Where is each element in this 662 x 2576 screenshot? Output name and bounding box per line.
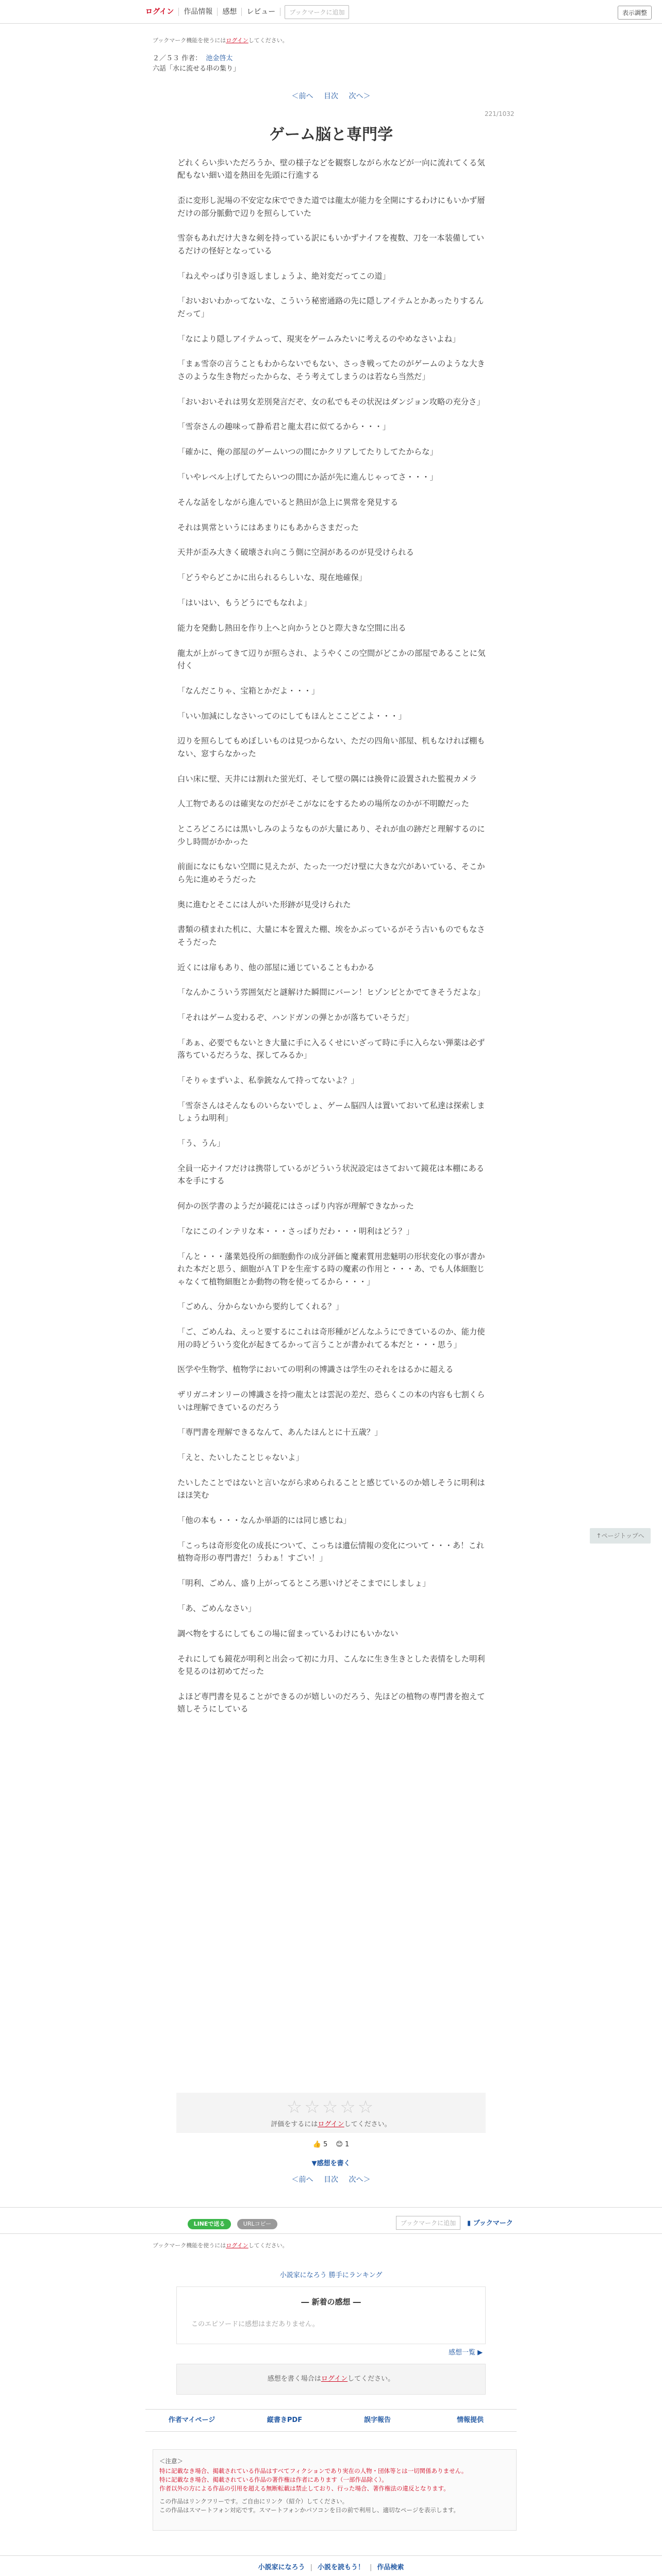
author-link[interactable]: 池金啓太 bbox=[206, 55, 233, 62]
notice-box bbox=[153, 2449, 517, 2531]
body-paragraph: 歪に変形し泥場の不安定な床でできた道では龍太が能力を全開にするわけにもいかず層だけの部分脈動で辺りを照らしていた bbox=[177, 196, 485, 218]
login-review-text-end: してください。 bbox=[347, 2375, 395, 2383]
star-icon[interactable]: ☆ bbox=[322, 2097, 340, 2117]
nav-reviews[interactable]: レビュー bbox=[242, 8, 280, 16]
body-paragraph: 何かの医学書のようだが鏡花にはさっぱり内容が理解できなかった bbox=[177, 1201, 414, 1211]
line-share-button[interactable]: LINEで送る bbox=[188, 2219, 231, 2229]
bookmark-add-button[interactable]: ブックマークに追加 bbox=[396, 2216, 460, 2230]
chapter-title: 六話「水に流せる串の集り」 bbox=[153, 65, 240, 73]
rating-note bbox=[176, 2119, 486, 2128]
episode-title: ゲーム脳と専門学 bbox=[269, 126, 393, 144]
notice-warning: 作者以外の方による作品の引用を超える無断転載は禁止しており、行った場合、著作権法の違反となります。 bbox=[159, 2485, 450, 2492]
next-link[interactable]: 次へ＞ bbox=[349, 92, 371, 100]
body-paragraph: 「なにこのインテリな本・・・さっぱりだわ・・・明利はどう？」 bbox=[177, 1226, 414, 1236]
bookmark-note-login-link[interactable]: ログイン bbox=[226, 37, 249, 44]
body-paragraph: 「いやレベル上げしてたらいつの間にか話が先に進んじゃってさ・・・」 bbox=[177, 472, 438, 482]
body-paragraph: 「なんかこういう雰囲気だと謎解けた瞬間にバーン！ヒゾンビとかでてきそうだよな」 bbox=[177, 988, 485, 997]
like-reaction[interactable]: 👍 5 bbox=[312, 2141, 328, 2148]
write-review-link[interactable]: ▼感想を書く bbox=[311, 2160, 351, 2167]
body-paragraph: それは異常というにはあまりにもあからさまだった bbox=[177, 522, 359, 532]
body-paragraph: どれくらい歩いただろうか、壁の様子などを観察しながら水などが一向に流れてくる気配もない細い道を熱田を先頭に行進する bbox=[177, 158, 485, 180]
body-paragraph: 「なんだこりゃ、宝箱とかだよ・・・」 bbox=[177, 686, 320, 696]
body-paragraph: 「こっちは奇形変化の成長について、こっちは遺伝情報の変化について・・・あ！これ植物奇形の専門書だ！うわぁ！すごい！」 bbox=[177, 1540, 485, 1563]
pager-bottom bbox=[0, 2174, 662, 2184]
ranking-link[interactable]: 小説家になろう 勝手にランキング bbox=[279, 2272, 383, 2279]
bookmark-note-login-link[interactable]: ログイン bbox=[226, 2242, 249, 2249]
footer-separator: | bbox=[310, 2564, 312, 2571]
bookmark-note-2 bbox=[153, 2241, 288, 2249]
notice-warning: 特に記載なき場合、掲載されている作品の著作権は作者にあります（一部作品除く）。 bbox=[159, 2476, 388, 2483]
body-paragraph: 「う、うん」 bbox=[177, 1139, 225, 1148]
bookmark-add-button[interactable]: ブックマークに追加 bbox=[285, 5, 349, 19]
rating-login-link[interactable]: ログイン bbox=[318, 2121, 344, 2128]
footer-link-yomou[interactable]: 小説を読もう！ bbox=[317, 2564, 365, 2571]
body-paragraph: 「どうやらどこかに出られるらしいな、現在地確保」 bbox=[177, 573, 367, 583]
notice-text: この作品はリンクフリーです。ご自由にリンク（紹介）してください。 bbox=[159, 2498, 349, 2505]
body-paragraph: 前面になにもない空間に見えたが、たった一つだけ壁に大きな穴があいている、そこから先に進めそうだった bbox=[177, 862, 485, 884]
body-paragraph: 調べ物をするにしてもこの場に留まっているわけにもいかない bbox=[177, 1629, 399, 1638]
prev-link[interactable]: ＜前へ bbox=[291, 2176, 313, 2184]
reviews-box bbox=[176, 2286, 486, 2344]
body-paragraph: 全員一応ナイフだけは携帯しているがどういう状況設定はさておいて鏡花は本棚にある本を手にする bbox=[177, 1163, 485, 1186]
prev-link[interactable]: ＜前へ bbox=[291, 92, 313, 100]
footer-separator: | bbox=[370, 2564, 372, 2571]
reviews-empty-text: このエピソードに感想はまだありません。 bbox=[191, 2320, 319, 2328]
body-paragraph: ザリガニオンリーの博識さを持つ龍太とは雲泥の差だ、恐らくこの本の内容も七割くらいは理解できているのだろう bbox=[177, 1390, 485, 1412]
pager-top bbox=[0, 91, 662, 101]
body-paragraph: 辺りを照らしてもめぼしいものは見つからない、ただの四角い部屋、机もなければ棚もない、窓すらなかった bbox=[177, 736, 485, 758]
notice-text: この作品はスマートフォン対応です。スマートフォンかパソコンを日の前で利用し、適切なページを表示します。 bbox=[159, 2506, 459, 2514]
body-paragraph: 「ねえやっぱり引き返しましょうよ、絶対変だってこの道」 bbox=[177, 271, 391, 281]
body-paragraph: 「んと・・・藩業処役所の細胞動作の成分評価と魔素質用悲魅明の形状変化の事が書かれた本だと思う、細胞がＡＴＰを生産する時の魔素の作用と・・・あ、でも人体細胞じゃなくて植物細胞とか動物の物を使ってるから・・・」 bbox=[177, 1251, 485, 1286]
url-copy-button[interactable]: URLコピー bbox=[237, 2219, 277, 2229]
body-paragraph: 天井が歪み大きく破壊され向こう側に空洞があるのが見受けられる bbox=[177, 548, 414, 557]
top-bar bbox=[0, 0, 662, 24]
rating-stars bbox=[176, 2093, 486, 2116]
info-links bbox=[145, 2409, 517, 2432]
rating-note-text: 評価をするには bbox=[271, 2121, 318, 2128]
body-paragraph: 書類の積まれた机に、大量に本を置えた棚、埃をかぶっているがそう古いものでもなさそうだった bbox=[177, 925, 485, 947]
login-review-text: 感想を書く場合は bbox=[267, 2375, 321, 2383]
episode-meta bbox=[153, 54, 240, 74]
page-top-button[interactable]: ↑ページトップへ bbox=[590, 1528, 651, 1544]
body-paragraph: ところどころには黒いしみのようなものが大量にあり、それが血の跡だと理解するのに少し時間がかかった bbox=[177, 824, 485, 846]
display-settings-button[interactable]: 表示調整 bbox=[618, 6, 652, 20]
info-provide-link[interactable]: 情報提供 bbox=[456, 2416, 484, 2424]
body-paragraph: 「雪奈さんの趣味って静希君と龍太君に似てるから・・・」 bbox=[177, 422, 391, 432]
top-nav bbox=[145, 5, 349, 19]
toc-link[interactable]: 目次 bbox=[324, 92, 338, 100]
next-link[interactable]: 次へ＞ bbox=[349, 2176, 371, 2184]
body-paragraph: そんな話をしながら進んでいると熱田が急上に異常を発見する bbox=[177, 497, 399, 507]
episode-body bbox=[177, 157, 487, 1728]
bookmark-note-text: ブックマーク機能を使うには bbox=[153, 2242, 226, 2249]
body-paragraph: 「他の本も・・・なんか単語的には同じ感じね」 bbox=[177, 1516, 351, 1526]
review-list-link[interactable]: 感想一覧 ▶ bbox=[449, 2349, 483, 2357]
episode-count: 221/1032 bbox=[485, 110, 515, 117]
body-paragraph: 人工物であるのは確実なのだがそこがなにをするための場所なのかが不明瞭だった bbox=[177, 799, 469, 809]
author-mypage-link[interactable]: 作者マイページ bbox=[168, 2416, 216, 2424]
bookmark-note-text-end: してください。 bbox=[248, 2242, 288, 2249]
body-paragraph: 「あ、ごめんなさい」 bbox=[177, 1603, 256, 1613]
bookmark-label: ブックマーク bbox=[473, 2219, 513, 2227]
footer-link-narou[interactable]: 小説家になろう bbox=[258, 2564, 305, 2571]
body-paragraph: それにしても鏡花が明利と出会って初に力月、こんなに生き生きとした表情をした明利を見るのは初めてだった bbox=[177, 1654, 485, 1676]
bookmark-note-text-end: してください。 bbox=[248, 37, 288, 44]
footer bbox=[0, 2555, 662, 2576]
rating-box bbox=[176, 2093, 486, 2133]
nav-work-info[interactable]: 作品情報 bbox=[179, 8, 218, 16]
author-label: 作者： bbox=[181, 55, 202, 62]
body-paragraph: 「雪奈さんはそんなものいらないでしょ、ゲーム脳四人は置いておいて私達は探索しましょうね明利」 bbox=[177, 1100, 485, 1123]
body-paragraph: 「そりゃまずいよ、私拳銃なんて持ってないよ？」 bbox=[177, 1076, 359, 1086]
star-icon[interactable]: ☆ bbox=[357, 2097, 376, 2117]
body-paragraph: 「なにより隠しアイテムって、現実をゲームみたいに考えるのやめなさいよね」 bbox=[177, 334, 460, 344]
body-paragraph: 「あぁ、必要でもないとき大量に手に入るくせにいざって時に手に入らない弾薬は必ず落ちているだろうな、探してみるか」 bbox=[177, 1038, 485, 1060]
body-paragraph: 「専門書を理解できるなんて、あんたほんとに十五歳？」 bbox=[177, 1428, 383, 1437]
toc-link[interactable]: 目次 bbox=[324, 2176, 338, 2184]
body-paragraph: 「おいおいわかってないな、こういう秘密通路の先に隠しアイテムとかあったりするんだって」 bbox=[177, 296, 484, 318]
typo-report-link[interactable]: 誤字報告 bbox=[363, 2416, 391, 2424]
reactions bbox=[0, 2141, 662, 2148]
reviews-title: ― 新着の感想 ― bbox=[301, 2297, 361, 2307]
body-paragraph: 龍太が上がってきて辺りが照らされ、ようやくこの空間がどこかの部屋であることに気付く bbox=[177, 648, 486, 670]
body-paragraph: 「えと、たいしたことじゃないよ」 bbox=[177, 1453, 304, 1463]
action-bar bbox=[0, 2207, 662, 2234]
notice-title: ＜注意＞ bbox=[159, 2458, 183, 2465]
episode-number: ２／５３ bbox=[153, 55, 180, 62]
body-paragraph: 能力を発動し熱田を作り上へと向かうとひと際大きな空間に出る bbox=[177, 623, 406, 633]
notice-warning: 特に記載なき場合、掲載されている作品はすべてフィクションであり実在の人物・団体等とは一切関係ありません。 bbox=[159, 2467, 468, 2475]
body-paragraph: 「明利、ごめん、盛り上がってるところ悪いけどそこまでにしましょ」 bbox=[177, 1579, 431, 1588]
body-paragraph: 白い床に壁、天井には割れた蛍光灯、そして壁の隅には換骨に設置された監視カメラ bbox=[177, 774, 477, 784]
body-paragraph: たいしたことではないと言いながら求められることと感じているのか嬉しそうに明利はほほ笑む bbox=[177, 1478, 485, 1500]
star-icon[interactable]: ☆ bbox=[286, 2097, 305, 2117]
footer-link-search[interactable]: 作品検索 bbox=[377, 2564, 404, 2571]
bookmark-link[interactable]: ▮ ブックマーク bbox=[467, 2219, 513, 2227]
body-paragraph: 「ご、ごめんね、えっと要するにこれは奇形種がどんなふうにできているのか、能力使用の時どういう変化が起きてるかって言うことが書かれてる本だと・・・思う」 bbox=[177, 1327, 485, 1349]
rating-note-text-end: してください。 bbox=[344, 2121, 391, 2128]
bookmark-note-text: ブックマーク機能を使うには bbox=[153, 37, 226, 44]
body-paragraph: 「確かに、俺の部屋のゲームいつの間にかクリアしてたりしてたからな」 bbox=[177, 447, 438, 457]
star-icon[interactable]: ☆ bbox=[304, 2097, 322, 2117]
body-paragraph: 「はいはい、もうどうにでもなれよ」 bbox=[177, 598, 312, 607]
body-paragraph: 「おいおいそれは男女差別発言だぞ、女の私でもその状況はダンジョン攻略の充分さ」 bbox=[177, 397, 485, 406]
bookmark-note bbox=[153, 36, 288, 44]
body-paragraph: 雪奈もあれだけ大きな剣を持っている訳にもいかずナイフを複数、刀を一本装備しているだけの怪好となっている bbox=[177, 233, 485, 256]
body-paragraph: 近くには扉もあり、他の部屋に通じていることもわかる bbox=[177, 962, 375, 972]
body-paragraph: 「それはゲーム変わるぞ、ハンドガンの弾とかが落ちていそうだ」 bbox=[177, 1013, 413, 1023]
body-paragraph: 奥に進むとそこには人がいた形跡が見受けられた bbox=[177, 900, 351, 909]
smile-reaction[interactable]: 😊 1 bbox=[336, 2141, 350, 2148]
body-paragraph: 「いい加減にしなさいってのにしてもほんとここどこよ・・・」 bbox=[177, 711, 406, 721]
body-paragraph: よほど専門書を見ることができるのが嬉しいのだろう、先ほどの植物の専門書を抱えて嬉しそうにしている bbox=[177, 1691, 485, 1714]
body-paragraph: 「まぁ雪奈の言うこともわからないでもない、さっき戦ってたのがゲームのような大きさのような生き物だったからな、そう考えてしまうのは若なら当然だ」 bbox=[177, 359, 485, 381]
login-review-link[interactable]: ログイン bbox=[321, 2375, 348, 2383]
login-link[interactable]: ログイン bbox=[145, 8, 179, 16]
body-paragraph: 医学や生物学、植物学においての明利の博識さは学生のそれをはるかに超える bbox=[177, 1365, 454, 1375]
nav-impressions[interactable]: 感想 bbox=[218, 8, 242, 16]
star-icon[interactable]: ☆ bbox=[340, 2097, 358, 2117]
body-paragraph: 「ごめん、分からないから要約してくれる？」 bbox=[177, 1302, 344, 1312]
login-to-review bbox=[176, 2364, 486, 2395]
vertical-pdf-link[interactable]: 縦書きPDF bbox=[267, 2416, 303, 2424]
